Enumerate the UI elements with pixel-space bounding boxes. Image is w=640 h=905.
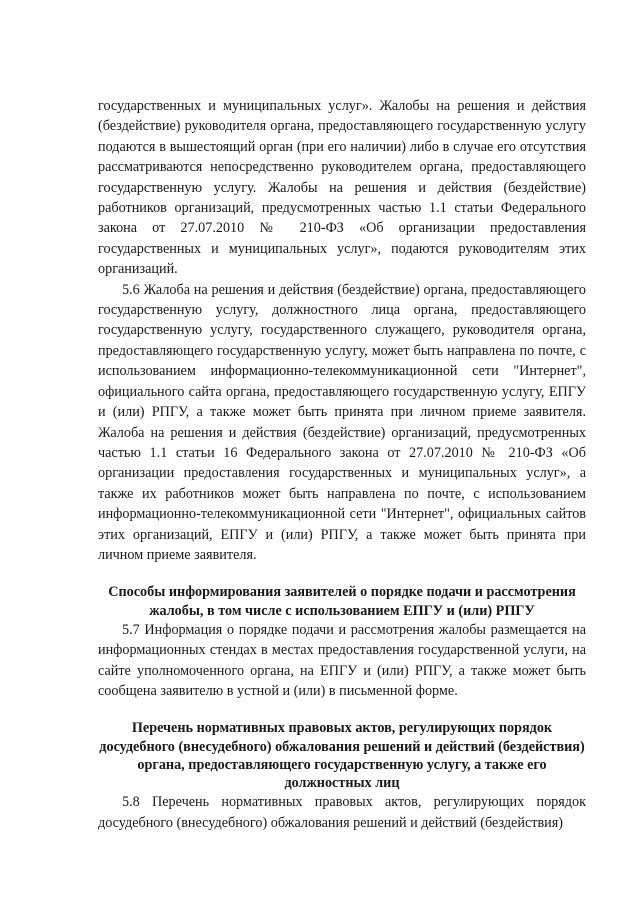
- section-heading-legal-acts: Перечень нормативных правовых актов, регулирующих порядок досудебного (внесудебного) обжалования решений и действий (бездействия) органа, предоставляющего государственную услугу, а также его должностных лиц: [99, 720, 585, 791]
- paragraph-5-6: 5.6 Жалоба на решения и действия (бездействие) органа, предоставляющего государственную услугу, должностного лица органа, предоставляющего государственную услугу, государственного служащего, руководителя органа, предоставляющего государственную услугу, может быть направлена по почте, с использованием информационно-телекоммуникационной сети "Интернет", официального сайта органа, предоставляющего государственную услугу, ЕПГУ и (или) РПГУ, а также может быть принята при личном приеме заявителя. Жалоба на решения и действия (бездействие) организаций, предусмотренных частью 1.1 статьи 16 Федерального закона от 27.07.2010 № 210-ФЗ «Об организации предоставления государственных и муниципальных услуг», а также их работников может быть направлена по почте, с использованием информационно-телекоммуникационной сети "Интернет", официальных сайтов этих организаций, ЕПГУ и (или) РПГУ, а также может быть принята при личном приеме заявителя.: [98, 281, 586, 563]
- section-heading-complaint-info: Способы информирования заявителей о порядке подачи и рассмотрения жалобы, в том числе с использованием ЕПГУ и (или) РПГУ: [108, 584, 576, 619]
- paragraph-5-8: 5.8 Перечень нормативных правовых актов, регулирующих порядок досудебного (внесудебного) обжалования решений и действий (бездействия): [98, 794, 586, 831]
- paragraph-continuation: государственных и муниципальных услуг». Жалобы на решения и действия (бездействие) руководителя органа, предоставляющего государственную услугу подаются в вышестоящий орган (при его наличии) либо в случае его отсутствия рассматриваются непосредственно руководителем органа, предоставляющего государственную услугу. Жалобы на решения и действия (бездействие) работников организаций, предусмотренных частью 1.1 статьи Федерального закона от 27.07.2010 № 210-ФЗ «Об организации предоставления государственных и муниципальных услуг», подаются руководителям этих организаций.: [98, 98, 586, 278]
- document-body: [98, 96, 586, 833]
- paragraph-5-7: 5.7 Информация о порядке подачи и рассмотрения жалобы размещается на информационных стендах в местах предоставления государственной услуги, на сайте уполномоченного органа, на ЕПГУ и (или) РПГУ, а также может быть сообщена заявителю в устной и (или) в письменной форме.: [98, 621, 586, 699]
